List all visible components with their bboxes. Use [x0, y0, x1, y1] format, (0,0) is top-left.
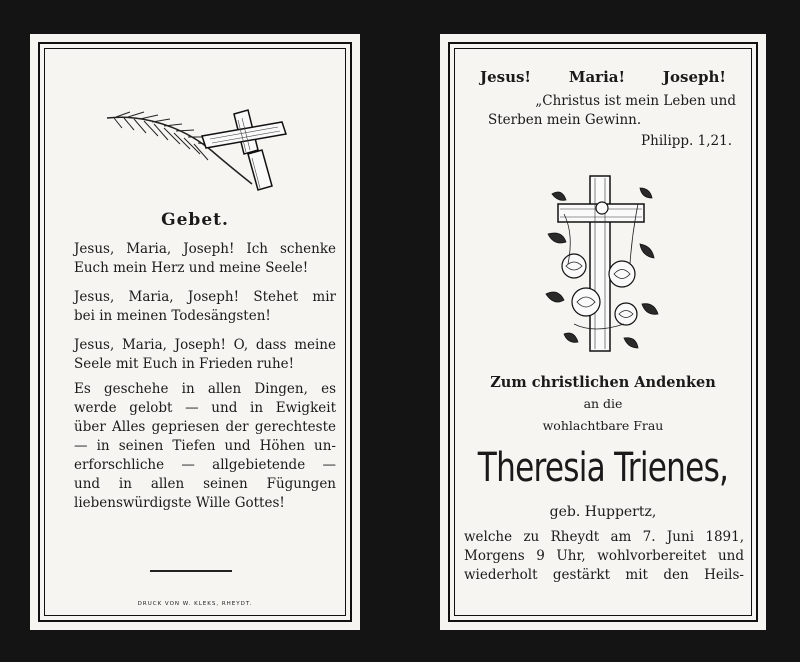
prayer-line: Jesus, Maria, Joseph! Stehet mir	[74, 289, 336, 305]
prayer-line: und in allen seinen Fügungen	[74, 476, 336, 492]
deceased-name: Theresia Trienes,	[477, 445, 729, 491]
prayer-line: — in seinen Tiefen und Höhen un-	[74, 438, 336, 454]
quote-line: „Christus ist mein Leben und	[535, 93, 736, 109]
prayer-line: liebenswürdigste Wille Gottes!	[74, 495, 285, 511]
memorial-card	[440, 34, 766, 630]
prayer-paragraph-4	[74, 380, 336, 513]
prayer-paragraph-2	[74, 288, 336, 326]
prayer-line: Jesus, Maria, Joseph! Ich schenke	[74, 241, 336, 257]
death-notice	[464, 528, 744, 585]
maiden-name: geb. Huppertz,	[549, 504, 657, 520]
prayer-line: bei in meinen Todesängsten!	[74, 308, 271, 324]
memorial-heading: Zum christlichen Andenken	[490, 374, 716, 391]
prayer-line: Jesus, Maria, Joseph! O, dass meine	[74, 337, 336, 353]
prayer-line: erforschliche — allgebietende —	[74, 457, 336, 473]
death-line: wiederholt gestärkt mit den Heils-	[464, 567, 744, 583]
prayer-title: Gebet.	[161, 210, 229, 230]
memorial-frau: wohlachtbare Frau	[542, 418, 664, 433]
cross-with-roses-icon	[544, 174, 660, 356]
prayer-line: Es geschehe in allen Dingen, es	[74, 381, 336, 397]
prayer-paragraph-1	[74, 240, 336, 278]
prayer-line: über Alles gepriesen der gerechteste	[74, 419, 336, 435]
quote-reference: Philipp. 1,21.	[641, 133, 732, 149]
memorial-an: an die	[583, 396, 623, 411]
invocation-joseph: Joseph!	[662, 68, 726, 86]
invocation-maria: Maria!	[568, 68, 626, 86]
divider	[150, 570, 232, 572]
quote-line: Sterben mein Gewinn.	[488, 112, 642, 128]
death-line: Morgens 9 Uhr, wohlvorbereitet und	[464, 548, 744, 564]
printer-mark: DRUCK VON W. KLEKS, RHEYDT.	[137, 601, 253, 607]
invocation	[480, 68, 726, 86]
scripture-quote	[488, 92, 736, 130]
cross-with-palm-branch-icon	[102, 106, 292, 191]
invocation-jesus: Jesus!	[480, 68, 532, 86]
prayer-paragraph-3	[74, 336, 336, 374]
prayer-card	[30, 34, 360, 630]
death-line: welche zu Rheydt am 7. Juni 1891,	[464, 529, 744, 545]
prayer-line: werde gelobt — und in Ewigkeit	[74, 400, 336, 416]
prayer-line: Euch mein Herz und meine Seele!	[74, 260, 309, 276]
prayer-line: Seele mit Euch in Frieden ruhe!	[74, 356, 295, 372]
